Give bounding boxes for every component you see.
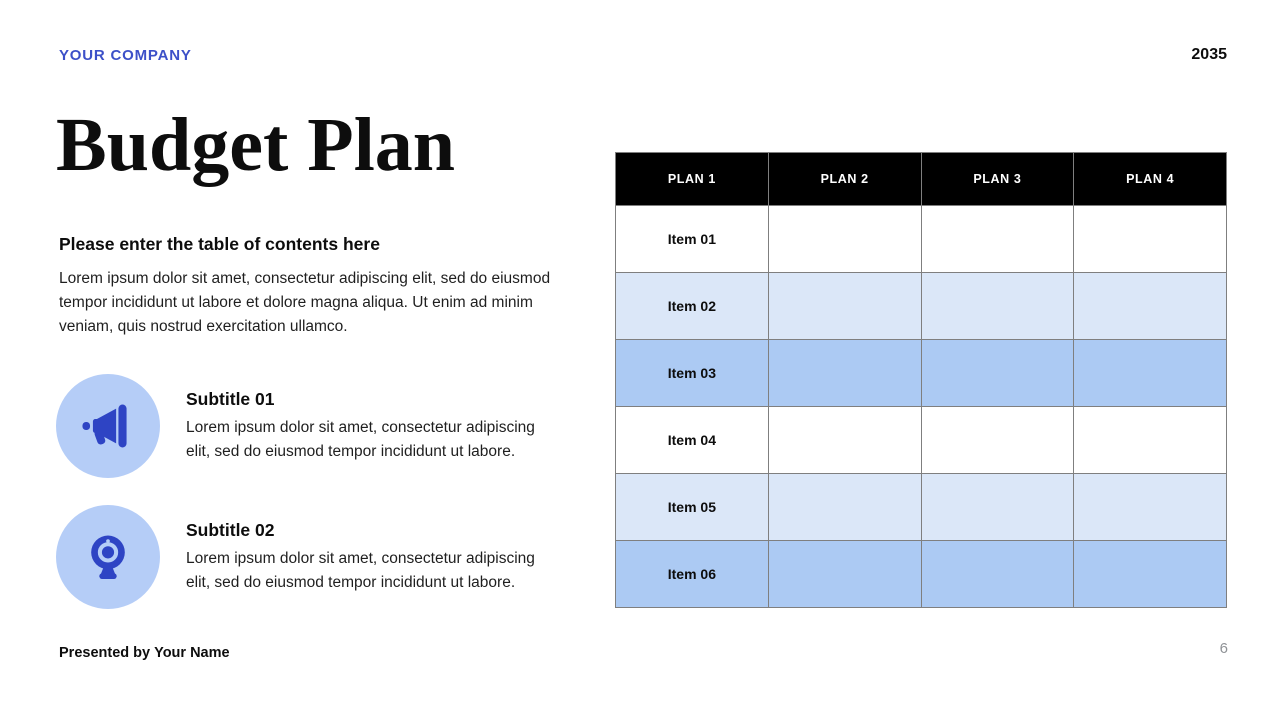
table-cell bbox=[1074, 340, 1227, 407]
table-row bbox=[616, 541, 1227, 608]
feature-item-1 bbox=[56, 374, 556, 478]
feature-title: Subtitle 02 bbox=[186, 520, 275, 540]
table-row bbox=[616, 340, 1227, 407]
content-paragraph: Lorem ipsum dolor sit amet, consectetur adipiscing elit, sed do eiusmod tempor incididunt ut labore et dolore magna aliqua. Ut enim ad minim veniam, quis nostrud exercitation ullamco. bbox=[59, 270, 551, 335]
table-cell bbox=[768, 474, 921, 541]
table-cell bbox=[768, 407, 921, 474]
table-row bbox=[616, 474, 1227, 541]
table-header-cell: PLAN 3 bbox=[921, 153, 1074, 206]
feature-item-2 bbox=[56, 505, 556, 609]
table-cell bbox=[1074, 541, 1227, 608]
table-cell bbox=[768, 340, 921, 407]
megaphone-icon bbox=[56, 374, 160, 478]
table-cell bbox=[1074, 273, 1227, 340]
row-label-cell: Item 04 bbox=[616, 407, 769, 474]
table-header-cell: PLAN 4 bbox=[1074, 153, 1227, 206]
table-cell bbox=[1074, 206, 1227, 273]
table-header-row bbox=[616, 153, 1227, 206]
company-name: YOUR COMPANY bbox=[59, 47, 192, 64]
footer-credit bbox=[59, 645, 230, 661]
presenter-name: Your Name bbox=[154, 645, 230, 661]
table-cell bbox=[1074, 407, 1227, 474]
table-cell bbox=[921, 340, 1074, 407]
feature-title: Subtitle 01 bbox=[186, 389, 275, 409]
table-cell bbox=[921, 273, 1074, 340]
table-row bbox=[616, 273, 1227, 340]
table-cell bbox=[921, 206, 1074, 273]
table-cell bbox=[768, 541, 921, 608]
table-cell bbox=[921, 474, 1074, 541]
presented-by-label: Presented by bbox=[59, 645, 151, 661]
table-row bbox=[616, 407, 1227, 474]
table-cell bbox=[921, 407, 1074, 474]
content-heading: Please enter the table of contents here bbox=[59, 234, 380, 254]
row-label-cell: Item 02 bbox=[616, 273, 769, 340]
year-label: 2035 bbox=[1191, 46, 1227, 63]
table-cell bbox=[768, 273, 921, 340]
table-header-cell: PLAN 1 bbox=[616, 153, 769, 206]
feature-text: Lorem ipsum dolor sit amet, consectetur adipiscing elit, sed do eiusmod tempor incididunt ut labore. bbox=[186, 550, 535, 591]
webcam-icon bbox=[56, 505, 160, 609]
page-number: 6 bbox=[1219, 640, 1228, 657]
feature-text: Lorem ipsum dolor sit amet, consectetur adipiscing elit, sed do eiusmod tempor incididunt ut labore. bbox=[186, 419, 535, 460]
row-label-cell: Item 03 bbox=[616, 340, 769, 407]
budget-table bbox=[615, 152, 1227, 608]
table-cell bbox=[1074, 474, 1227, 541]
row-label-cell: Item 01 bbox=[616, 206, 769, 273]
table-cell bbox=[921, 541, 1074, 608]
table-row bbox=[616, 206, 1227, 273]
row-label-cell: Item 06 bbox=[616, 541, 769, 608]
table-header-cell: PLAN 2 bbox=[768, 153, 921, 206]
table-cell bbox=[768, 206, 921, 273]
slide-title: Budget Plan bbox=[56, 103, 456, 187]
row-label-cell: Item 05 bbox=[616, 474, 769, 541]
